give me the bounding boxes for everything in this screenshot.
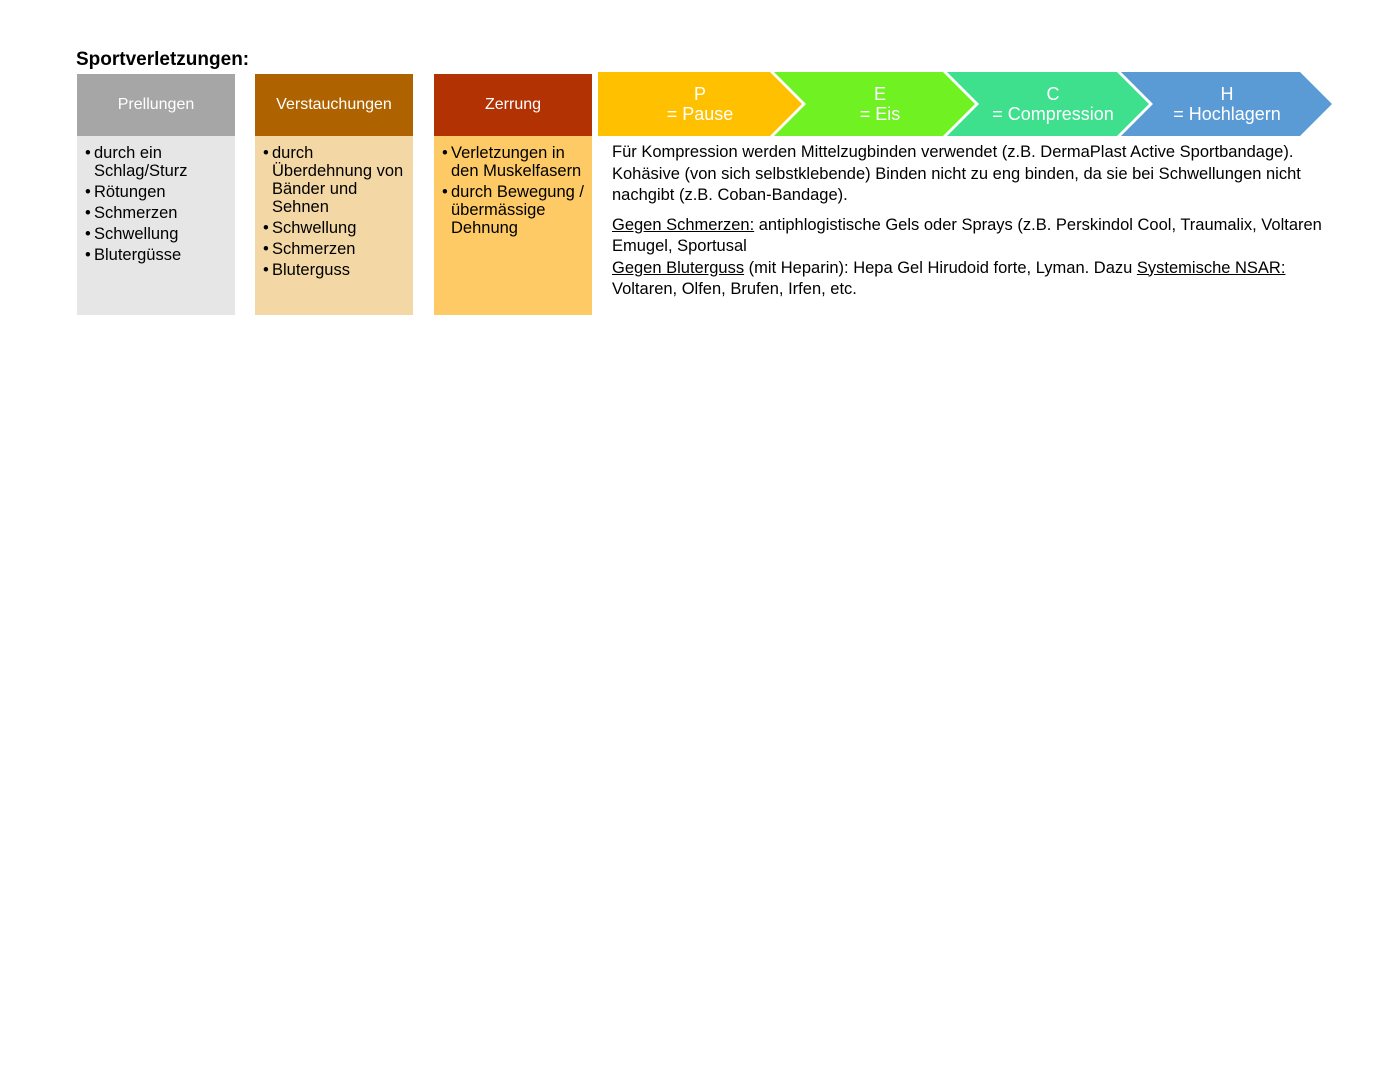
list-item: • Rötungen <box>85 183 229 201</box>
treatment-notes <box>612 142 1332 301</box>
chevron-meaning: = Hochlagern <box>1173 104 1281 124</box>
pain-label: Gegen Schmerzen: <box>612 215 755 234</box>
page-title: Sportverletzungen: <box>76 49 250 70</box>
list-item: • Schmerzen <box>85 204 229 222</box>
card-prellungen <box>77 74 235 315</box>
chevron-meaning: = Compression <box>992 104 1114 124</box>
card-body <box>255 136 413 315</box>
nsar-text: Voltaren, Olfen, Brufen, Irfen, etc. <box>612 280 857 298</box>
chevron-letter: P <box>693 84 706 104</box>
card-body <box>77 136 235 315</box>
symptom-list <box>263 144 407 279</box>
chevron-p <box>598 72 802 136</box>
peck-chevron-process <box>598 72 1334 136</box>
compression-note: Für Kompression werden Mittelzugbinden verwendet (z.B. DermaPlast Active Sportbandage). Kohäsive (von sich selbstklebende) Binden nicht zu eng binden, da sie bei Schwellungen nicht nachgibt (z.B. Coban-Bandage). <box>612 143 1301 204</box>
symptom-list <box>442 144 586 237</box>
list-item: • Schmerzen <box>263 240 407 258</box>
card-header: Verstauchungen <box>255 74 413 136</box>
list-item: • Blutergüsse <box>85 246 229 264</box>
list-item: • Bluterguss <box>263 261 407 279</box>
card-body <box>434 136 592 315</box>
chevron-h <box>1142 72 1312 136</box>
nsar-label: Systemische NSAR: <box>1136 258 1286 277</box>
pain-note <box>612 215 1332 258</box>
bruise-note <box>612 258 1332 301</box>
list-item: • Schwellung <box>263 219 407 237</box>
symptom-list <box>85 144 229 264</box>
bruise-label: Gegen Bluterguss <box>612 258 745 277</box>
list-item: • durch Überdehnung von Bänder und Sehnen <box>263 144 407 216</box>
chevron-meaning: = Pause <box>666 104 734 124</box>
bruise-text: (mit Heparin): Hepa Gel Hirudoid forte, Lyman. Dazu <box>744 258 1137 277</box>
card-header: Prellungen <box>77 74 235 136</box>
chevron-e <box>784 72 976 136</box>
chevron-letter: E <box>873 84 886 104</box>
list-item: • durch Bewegung / übermässige Dehnung <box>442 183 586 237</box>
chevron-letter: H <box>1220 84 1234 104</box>
list-item: • Verletzungen in den Muskelfasern <box>442 144 586 180</box>
chevron-c <box>964 72 1142 136</box>
card-verstauchungen <box>255 74 413 315</box>
card-header: Zerrung <box>434 74 592 136</box>
list-item: • durch ein Schlag/Sturz <box>85 144 229 180</box>
pain-text: antiphlogistische Gels oder Sprays (z.B. Perskindol Cool, Traumalix, Voltaren Emugel, Sportusal <box>612 215 1322 255</box>
list-item: • Schwellung <box>85 225 229 243</box>
chevron-meaning: = Eis <box>859 104 901 124</box>
card-zerrung <box>434 74 592 315</box>
chevron-letter: C <box>1046 84 1060 104</box>
